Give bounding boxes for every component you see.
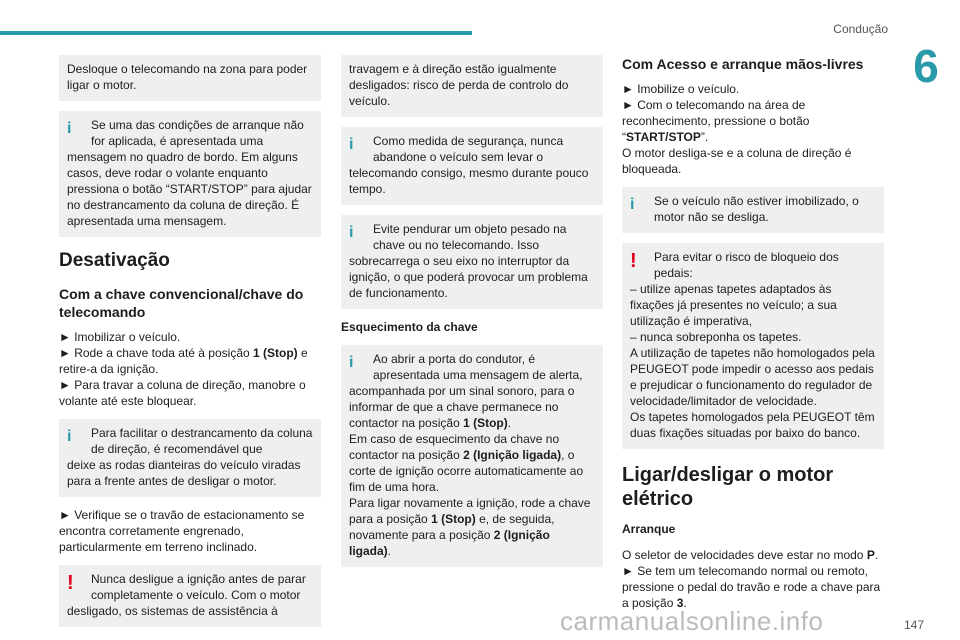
tip-text: , o corte de ignição ocorre automaticamente ao fim de uma hora. — [349, 448, 584, 494]
warning-continuation-text: travagem e à direção estão igualmente desligados: risco de perda de controlo do veículo. — [349, 62, 569, 108]
heading-acesso: Com Acesso e arranque mãos-livres — [622, 56, 864, 72]
step-2-text-end: ”. — [700, 130, 709, 144]
info-icon: i — [67, 120, 72, 137]
page-number: 147 — [903, 618, 924, 632]
warning-line: – nunca sobreponha os tapetes. — [630, 330, 802, 344]
step-3: ► Para travar a coluna de direção, manobre o volante até este bloquear. — [59, 378, 306, 408]
paragraph-text: ► Se tem um telecomando normal ou remoto, pressione o pedal do travão e rode a chave para a posição — [622, 564, 881, 610]
tip-text-rest: sobrecarrega o seu eixo no interruptor da ignição, o que poderá provocar um problema de funcionamento. — [349, 254, 588, 300]
warning-line: Os tapetes homologados pela PEUGEOT têm duas fixações situadas por baixo do banco. — [630, 410, 875, 440]
paragraph-text: O seletor de velocidades deve estar no modo — [622, 548, 867, 562]
tip-bold: 2 (Ignição ligada) — [463, 448, 562, 462]
step-2-bold: 1 (Stop) — [253, 346, 298, 360]
tip-text-first: Se uma das condições de arranque não for aplicada, é apresentada uma — [91, 118, 304, 148]
step-2-text: ► Com o telecomando na área de reconhecimento, pressione o botão “ — [622, 98, 810, 144]
paragraph — [622, 547, 884, 611]
tip-bold: 1 (Stop) — [463, 416, 508, 430]
steps — [622, 81, 884, 177]
note-box — [59, 55, 321, 101]
heading-arranque: Arranque — [622, 522, 676, 536]
paragraph-bold: P — [866, 548, 875, 562]
step-2 — [59, 345, 321, 377]
tip-box — [59, 111, 321, 237]
heading-ligar: Ligar/desligar o motor elétrico — [622, 464, 834, 510]
tip-bold: 2 (Ignição ligada) — [349, 528, 550, 558]
paragraph-line — [622, 547, 884, 563]
chapter-number: 6 — [892, 36, 960, 96]
tip-box — [341, 345, 603, 567]
step-4: ► Verifique se o travão de estacionamento se encontra corretamente engrenado, particularmente em terreno inclinado. — [59, 508, 305, 554]
column-3 — [622, 55, 884, 621]
step-2-text-end: e retire-a da ignição. — [59, 346, 308, 376]
warning-text-first: Para evitar o risco de bloqueio dos pedais: — [654, 250, 839, 280]
step-3: O motor desliga-se e a coluna de direção é bloqueada. — [622, 146, 852, 176]
warning-text-first: Nunca desligue a ignição antes de parar completamente o veículo. Com o motor — [91, 572, 306, 602]
tip-box — [341, 215, 603, 309]
tip-box — [341, 127, 603, 205]
warning-box — [622, 243, 884, 449]
tip-text: . — [507, 416, 512, 430]
step-2-bold: START/STOP — [626, 130, 701, 144]
tip-text-first: Evite pendurar um objeto pesado na chave ou no telecomando. Isso — [373, 222, 567, 252]
heading-esquecimento: Esquecimento da chave — [341, 320, 478, 334]
steps — [59, 329, 321, 409]
column-1 — [59, 55, 321, 637]
info-icon: i — [67, 428, 72, 445]
warning-icon: ! — [67, 572, 74, 594]
note-text: Desloque o telecomando na zona para poder ligar o motor. — [67, 62, 308, 92]
warning-line: A utilização de tapetes não homologados pela PEUGEOT pode impedir o acesso aos pedais e prejudicar o funcionamento do regulador de velocidade/limitador de velocidade. — [630, 346, 875, 408]
info-icon: i — [349, 136, 354, 153]
step-2 — [622, 97, 884, 145]
tip-text: Em caso de esquecimento da chave no contactor na posição — [349, 432, 560, 462]
paragraph-line — [622, 563, 884, 611]
heading-chave: Com a chave convencional/chave do telecomando — [59, 286, 304, 320]
column-2 — [341, 55, 603, 577]
tip-box — [622, 187, 884, 233]
tip-text-first: Se o veículo não estiver imobilizado, o motor não se desliga. — [654, 194, 859, 224]
tip-text-first: Como medida de segurança, nunca abandone o veículo sem levar o — [373, 134, 564, 164]
info-icon: i — [630, 196, 635, 213]
warning-box — [59, 565, 321, 627]
paragraph-text: . — [683, 596, 687, 610]
section-title: Condução — [833, 22, 888, 36]
watermark: carmanualsonline.info — [560, 606, 824, 636]
tip-text-first: Ao abrir a porta do condutor, é apresentada uma mensagem de alerta, — [373, 352, 583, 382]
tip-text-first: Para facilitar o destrancamento da coluna de direção, é recomendável que — [91, 426, 313, 456]
tip-text: e, de seguida, novamente para a posição — [349, 512, 555, 542]
warning-text-rest: desligado, os sistemas de assistência à — [67, 604, 278, 618]
info-icon: i — [349, 354, 354, 371]
tip-box — [59, 419, 321, 497]
tip-text-rest: telecomando consigo, mesmo durante pouco tempo. — [349, 166, 589, 196]
paragraph-bold: 3 — [676, 596, 684, 610]
tip-text: . — [387, 544, 392, 558]
warning-continuation-box — [341, 55, 603, 117]
tip-bold: 1 (Stop) — [431, 512, 476, 526]
step-1: ► Imobilizar o veículo. — [59, 330, 181, 344]
header-accent-bar — [0, 31, 472, 35]
tip-text: Para ligar novamente a ignição, rode a chave para a posição — [349, 496, 591, 526]
tip-text: acompanhada por um sinal sonoro, para o informar de que a chave permanece no contactor na posição — [349, 384, 575, 430]
info-icon: i — [349, 224, 354, 241]
warning-line: – utilize apenas tapetes adaptados às fixações já presentes no veículo; a sua utilização é imperativa, — [630, 282, 837, 328]
tip-text-rest: deixe as rodas dianteiras do veículo viradas para a frente antes de desligar o motor. — [67, 458, 301, 488]
heading-desativacao: Desativação — [59, 250, 170, 271]
paragraph-text: . — [874, 548, 879, 562]
tip-text-rest: mensagem no quadro de bordo. Em alguns casos, deve rodar o volante enquanto pressiona o botão “START/STOP” para ajudar no destrancamento da coluna de direção. É apresentada uma mensagem. — [67, 150, 312, 228]
warning-icon: ! — [630, 250, 637, 272]
step-1: ► Imobilize o veículo. — [622, 82, 740, 96]
step-2-text: ► Rode a chave toda até à posição — [59, 346, 254, 360]
